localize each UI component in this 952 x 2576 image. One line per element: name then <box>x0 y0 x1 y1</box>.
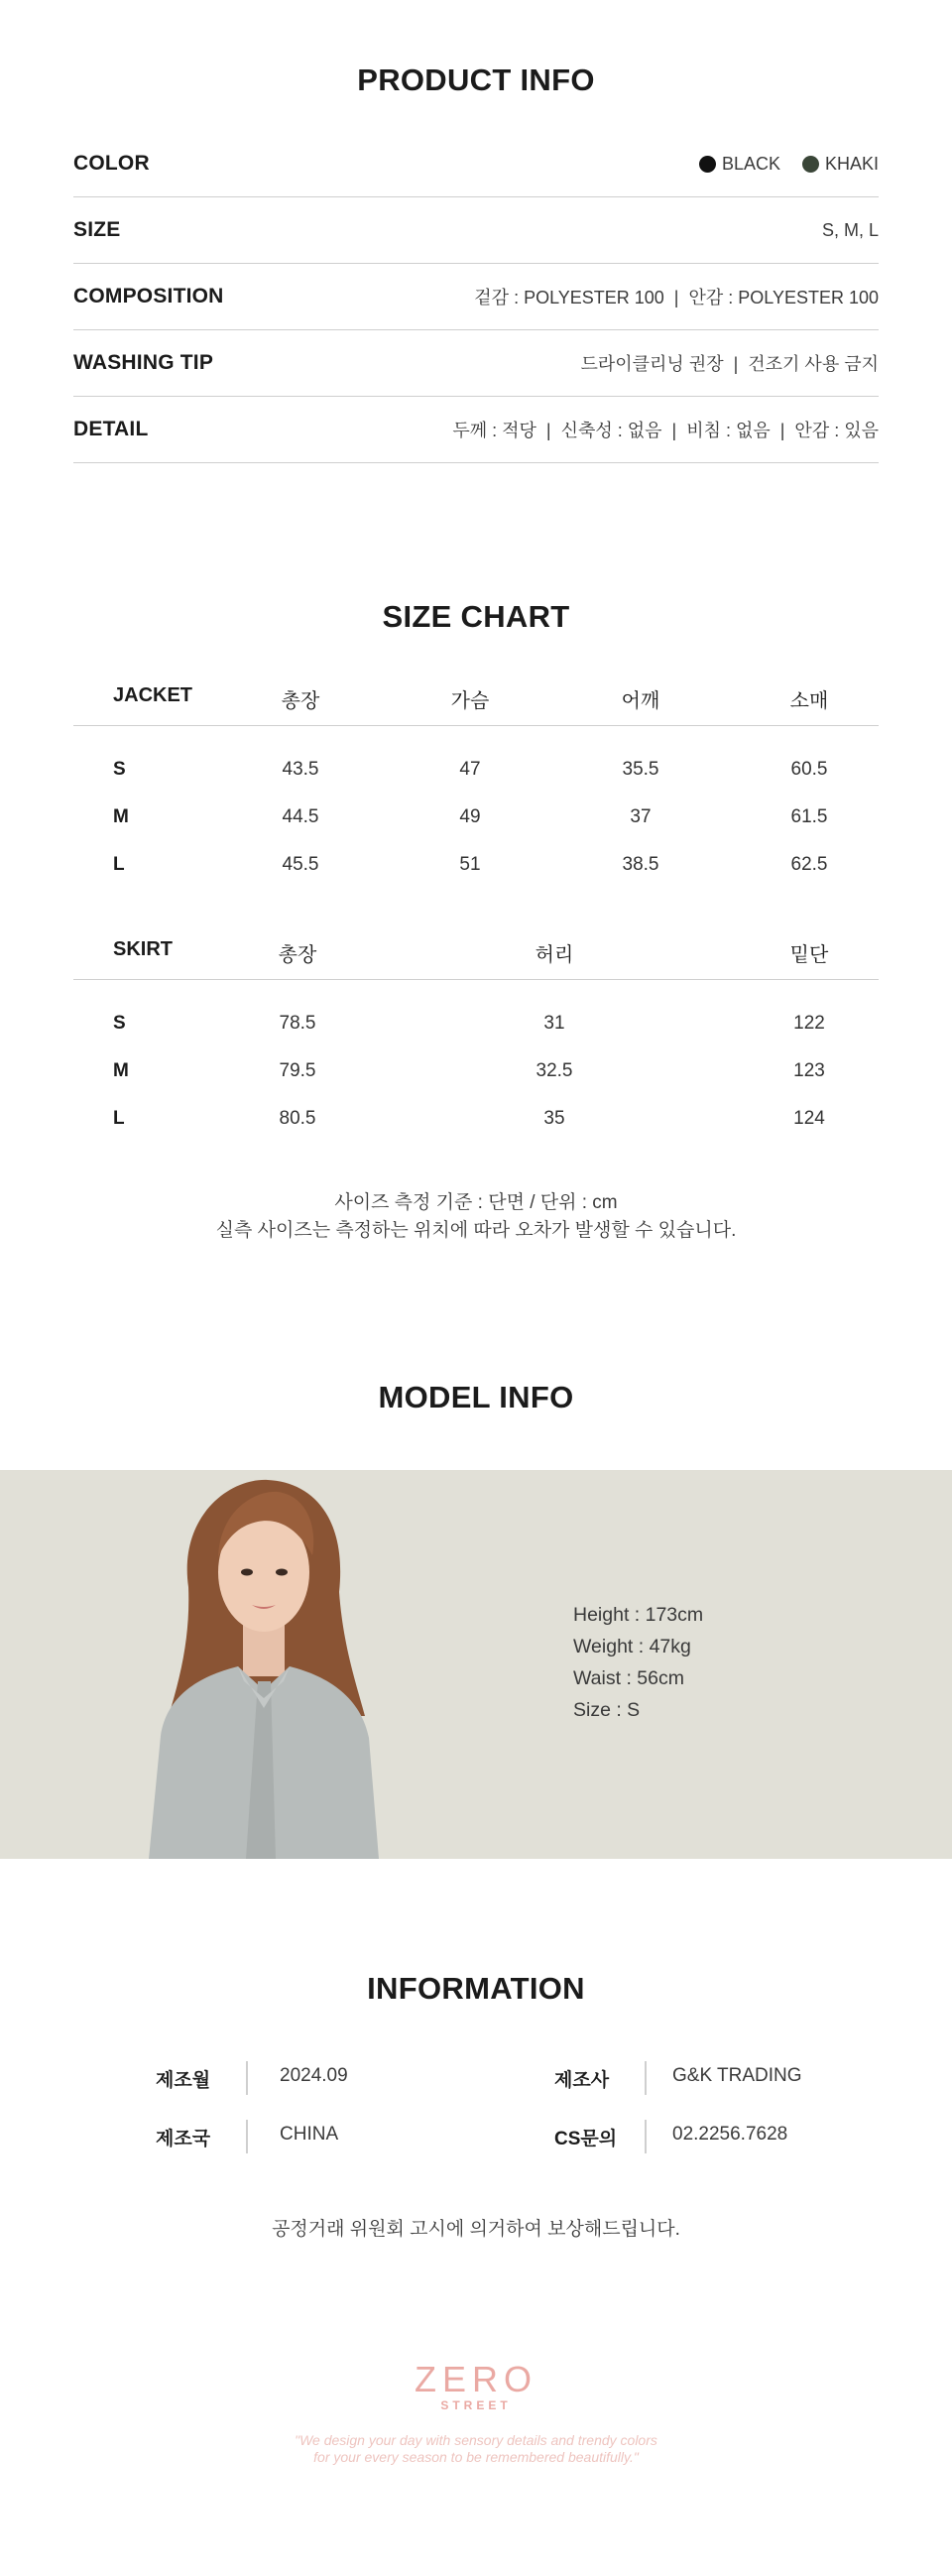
size-value: S, M, L <box>821 219 879 240</box>
table-cell: 49 <box>459 806 481 827</box>
color-label: COLOR <box>73 152 150 175</box>
manufacture-month-label: 제조월 <box>156 2070 211 2091</box>
model-height: Height : 173cm <box>573 1604 704 1626</box>
size-cell: M <box>113 1060 129 1081</box>
tagline-line: for your every season to be remembered beautifully." <box>313 2449 639 2465</box>
table-cell: 35.5 <box>622 759 659 780</box>
jacket-size-table <box>73 667 879 889</box>
brand-logo: ZERO <box>414 2359 537 2399</box>
product-info-row-color <box>73 131 879 197</box>
information-grid <box>0 2057 952 2196</box>
size-cell: S <box>113 759 126 780</box>
washing-tip-value: 드라이클리닝 권장 | 건조기 사용 금지 <box>580 354 879 374</box>
brand-tagline <box>0 2432 952 2466</box>
cs-contact-value: 02.2256.7628 <box>672 2124 788 2145</box>
composition-label: COMPOSITION <box>73 285 224 307</box>
table-cell: 45.5 <box>282 854 319 875</box>
manufacture-month-value: 2024.09 <box>280 2065 348 2086</box>
divider <box>246 2120 248 2153</box>
cs-contact-label: CS문의 <box>554 2129 618 2149</box>
model-info-title: MODEL INFO <box>378 1380 574 1414</box>
table-row <box>73 1095 879 1143</box>
black-swatch-icon <box>699 156 716 173</box>
table-cell: 60.5 <box>790 759 828 780</box>
table-cell: 47 <box>459 759 481 780</box>
table-row <box>73 841 879 889</box>
jacket-table-header <box>73 667 879 726</box>
table-cell: 62.5 <box>790 854 828 875</box>
size-cell: S <box>113 1013 126 1034</box>
product-info-row-size <box>73 197 879 264</box>
table-header-cell: 허리 <box>535 944 574 966</box>
information-title: INFORMATION <box>367 1971 585 2006</box>
model-size: Size : S <box>573 1699 641 1721</box>
size-cell: L <box>113 1108 125 1129</box>
khaki-swatch-icon <box>802 156 819 173</box>
table-row <box>73 1000 879 1047</box>
country-value: CHINA <box>280 2124 339 2145</box>
size-cell: M <box>113 806 129 827</box>
size-chart-title: SIZE CHART <box>382 599 570 634</box>
measurement-disclaimer-text: 실측 사이즈는 측정하는 위치에 따라 오차가 발생할 수 있습니다. <box>215 1220 737 1241</box>
tagline-line: "We design your day with sensory details and trendy colors <box>295 2432 657 2448</box>
skirt-header-label: SKIRT <box>113 938 173 960</box>
product-info-row-composition <box>73 264 879 330</box>
size-chart-note <box>0 1189 952 1245</box>
composition-value: 겉감 : POLYESTER 100 | 안감 : POLYESTER 100 <box>474 288 879 307</box>
table-header-cell: 가슴 <box>450 690 490 712</box>
skirt-table-header <box>73 920 879 980</box>
table-cell: 123 <box>793 1060 825 1081</box>
table-cell: 79.5 <box>279 1060 316 1081</box>
table-cell: 38.5 <box>622 854 659 875</box>
table-cell: 31 <box>543 1013 565 1034</box>
table-cell: 43.5 <box>282 759 319 780</box>
jacket-header-label: JACKET <box>113 684 193 706</box>
table-header-cell: 소매 <box>789 690 829 712</box>
table-cell: 32.5 <box>536 1060 573 1081</box>
color-name: BLACK <box>721 153 780 174</box>
model-photo <box>109 1478 416 1859</box>
model-waist: Waist : 56cm <box>573 1667 684 1689</box>
table-header-cell: 어깨 <box>621 690 660 712</box>
detail-label: DETAIL <box>73 418 149 440</box>
color-option-black <box>699 154 780 175</box>
size-cell: L <box>113 854 125 875</box>
table-cell: 61.5 <box>790 806 828 827</box>
brand-subtitle: STREET <box>440 2398 512 2412</box>
table-cell: 122 <box>793 1013 825 1034</box>
color-option-khaki <box>802 154 879 175</box>
model-weight: Weight : 47kg <box>573 1636 691 1657</box>
product-info-title: PRODUCT INFO <box>357 62 595 97</box>
table-header-cell: 총장 <box>281 690 320 712</box>
table-cell: 124 <box>793 1108 825 1129</box>
table-cell: 51 <box>459 854 481 875</box>
table-cell: 44.5 <box>282 806 319 827</box>
table-row <box>73 1047 879 1095</box>
washing-tip-label: WASHING TIP <box>73 351 214 374</box>
table-row <box>73 794 879 841</box>
table-header-cell: 밑단 <box>789 944 829 966</box>
divider <box>645 2061 647 2095</box>
table-header-cell: 총장 <box>278 944 317 966</box>
model-specs <box>573 1599 703 1726</box>
product-info-row-detail <box>73 397 879 463</box>
manufacturer-label: 제조사 <box>554 2070 610 2091</box>
table-row <box>73 746 879 794</box>
compensation-note: 공정거래 위원회 고시에 의거하여 보상해드립니다. <box>272 2219 680 2240</box>
color-name: KHAKI <box>824 153 879 174</box>
size-label: SIZE <box>73 218 121 241</box>
table-cell: 35 <box>543 1108 565 1129</box>
country-label: 제조국 <box>156 2129 211 2149</box>
divider <box>645 2120 647 2153</box>
measurement-basis-text: 사이즈 측정 기준 : 단면 / 단위 : cm <box>334 1192 618 1213</box>
table-cell: 78.5 <box>279 1013 316 1034</box>
brand-footer <box>0 2361 952 2466</box>
table-cell: 80.5 <box>279 1108 316 1129</box>
table-cell: 37 <box>630 806 652 827</box>
product-info-table <box>73 131 879 463</box>
skirt-size-table <box>73 920 879 1143</box>
divider <box>246 2061 248 2095</box>
product-info-row-washing <box>73 330 879 397</box>
color-options <box>699 154 879 175</box>
detail-value: 두께 : 적당 | 신축성 : 없음 | 비침 : 없음 | 안감 : 있음 <box>452 421 879 440</box>
model-banner <box>0 1470 952 1859</box>
manufacturer-value: G&K TRADING <box>672 2065 802 2086</box>
